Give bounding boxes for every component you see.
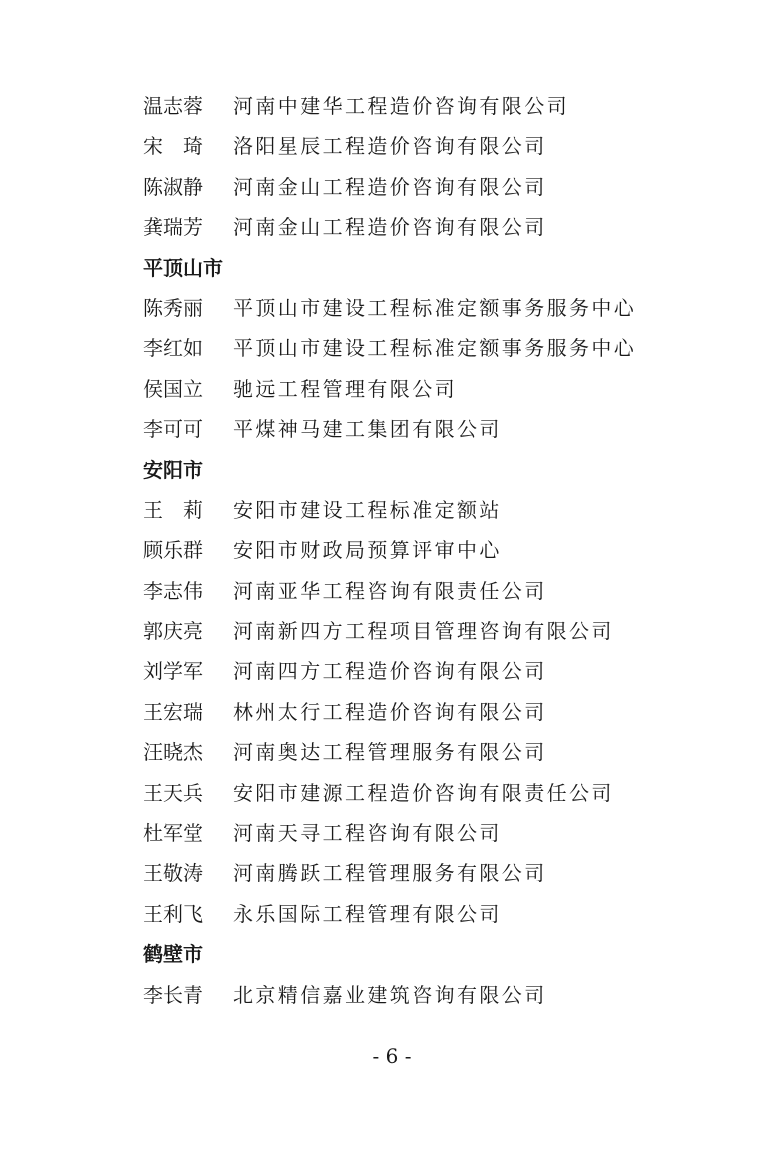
- organization-name: 安阳市建设工程标准定额站: [233, 497, 502, 522]
- organization-name: 永乐国际工程管理有限公司: [233, 901, 502, 926]
- person-name: 杜军堂: [143, 821, 203, 846]
- list-item: [143, 126, 743, 166]
- list-item: [143, 813, 743, 853]
- list-item: [143, 86, 743, 126]
- organization-name: 河南金山工程造价咨询有限公司: [233, 215, 547, 240]
- person-name: 龚瑞芳: [143, 215, 203, 240]
- person-name: 顾乐群: [143, 538, 203, 563]
- organization-name: 平顶山市建设工程标准定额事务服务中心: [233, 295, 637, 320]
- person-name: 陈秀丽: [143, 295, 203, 320]
- organization-name: 河南金山工程造价咨询有限公司: [233, 174, 547, 199]
- person-name: 李志伟: [143, 578, 203, 603]
- organization-name: 河南新四方工程项目管理咨询有限公司: [233, 619, 614, 644]
- list-item: [143, 692, 743, 732]
- person-name: 温志蓉: [143, 94, 203, 118]
- organization-name: 河南奥达工程管理服务有限公司: [233, 740, 547, 765]
- list-item: [143, 369, 743, 409]
- person-name: 李可可: [143, 417, 203, 442]
- person-name: 李红如: [143, 336, 203, 361]
- person-name: 汪晓杰: [143, 740, 203, 765]
- person-name: 王宏瑞: [143, 699, 203, 724]
- person-name: 陈淑静: [143, 174, 203, 199]
- list-item: [143, 975, 743, 1015]
- person-name: 王 莉: [143, 497, 203, 522]
- person-name: 侯国立: [143, 376, 203, 401]
- person-name: 王利飞: [143, 901, 203, 926]
- list-item: [143, 409, 743, 449]
- list-item: [143, 207, 743, 247]
- organization-name: 河南腾跃工程管理服务有限公司: [233, 861, 547, 886]
- organization-name: 驰远工程管理有限公司: [233, 376, 457, 401]
- organization-name: 平煤神马建工集团有限公司: [233, 417, 502, 442]
- city-heading: 安阳市: [143, 457, 203, 482]
- list-item: [143, 530, 743, 570]
- page-number: - 6 -: [372, 1044, 412, 1068]
- city-heading: 鹤壁市: [143, 942, 203, 967]
- list-item: [143, 328, 743, 368]
- person-name: 刘学军: [143, 659, 203, 684]
- organization-name: 河南四方工程造价咨询有限公司: [233, 659, 547, 684]
- list-item: [143, 611, 743, 651]
- list-item: [143, 571, 743, 611]
- list-item: [143, 894, 743, 934]
- organization-name: 林州太行工程造价咨询有限公司: [233, 699, 547, 724]
- person-name: 李长青: [143, 982, 203, 1007]
- person-name: 宋 琦: [143, 134, 203, 159]
- list-item: [143, 853, 743, 893]
- list-item: [143, 732, 743, 772]
- person-name: 王敬涛: [143, 861, 203, 886]
- list-item: [143, 651, 743, 691]
- organization-name: 洛阳星辰工程造价咨询有限公司: [233, 134, 547, 159]
- organization-name: 河南天寻工程咨询有限公司: [233, 821, 502, 846]
- list-item: [143, 167, 743, 207]
- organization-name: 河南中建华工程造价咨询有限公司: [233, 94, 569, 118]
- list-item: [143, 288, 743, 328]
- organization-name: 北京精信嘉业建筑咨询有限公司: [233, 982, 547, 1007]
- organization-name: 安阳市建源工程造价咨询有限责任公司: [233, 780, 614, 805]
- person-name: 郭庆亮: [143, 619, 203, 644]
- list-item: [143, 773, 743, 813]
- list-item: [143, 490, 743, 530]
- organization-name: 安阳市财政局预算评审中心: [233, 538, 502, 563]
- personnel-list: [143, 86, 743, 1015]
- organization-name: 河南亚华工程咨询有限责任公司: [233, 578, 547, 603]
- city-heading: 平顶山市: [143, 255, 223, 280]
- person-name: 王天兵: [143, 780, 203, 805]
- organization-name: 平顶山市建设工程标准定额事务服务中心: [233, 336, 637, 361]
